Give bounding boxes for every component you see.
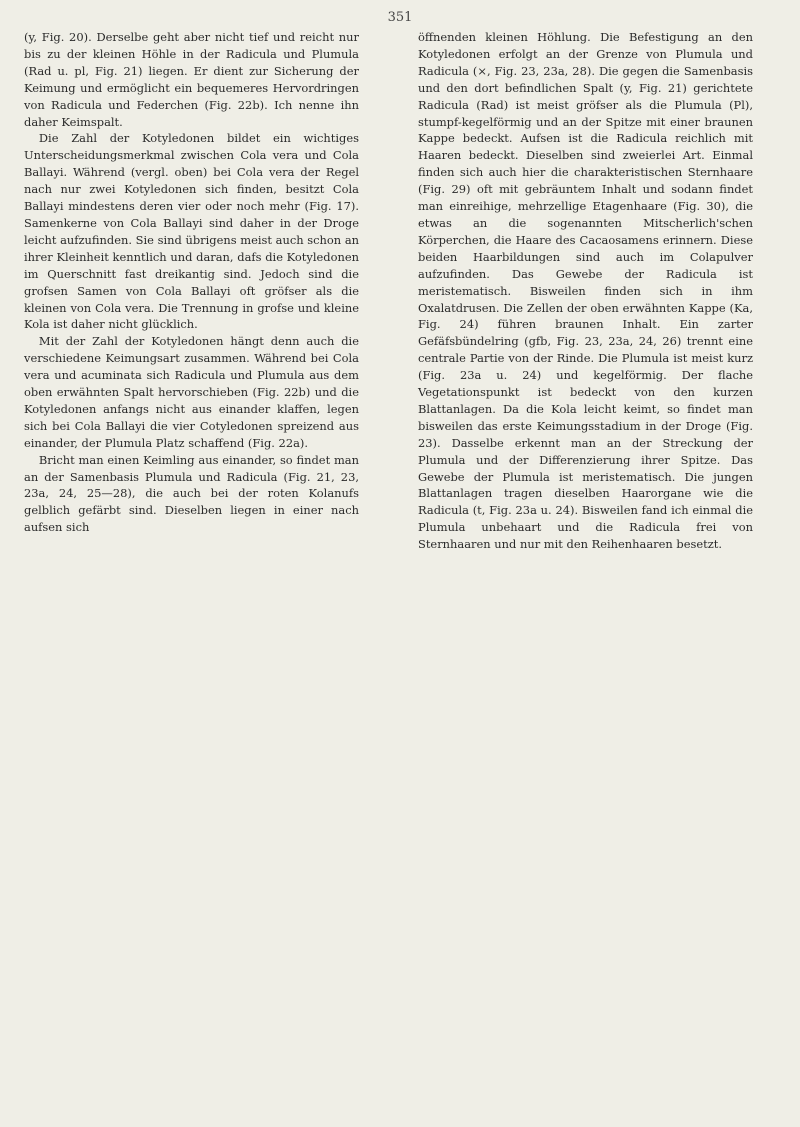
paragraph: Bricht man einen Keimling aus einander, so findet man an der Samenbasis Plumula und Radicula (Fig. 21, 23, 23a, 24, 25—28), die auch bei der roten Kolanufs gelblich gefärbt sind. Dieselben liegen in einer nach aufsen sich [24,452,359,535]
left-text-column [24,29,359,536]
paragraph: öffnenden kleinen Höhlung. Die Befestigung an den Kotyledonen erfolgt an der Grenze von Plumula und Radicula (×, Fig. 23, 23a, 28). Die gegen die Samenbasis und den dort befindlichen Spalt (y, Fig. 21) gerichtete Radicula (Rad) ist meist gröfser als die Plumula (Pl), stumpf-kegelförmig und an der Spitze mit einer braunen Kappe bedeckt. Aufsen ist die Radicula reichlich mit Haaren bedeckt. Dieselben sind zweierlei Art. Einmal finden sich auch hier die charakteristischen Sternhaare (Fig. 29) oft mit gebräuntem Inhalt und sodann findet man einreihige, mehrzellige Etagenhaare (Fig. 30), die etwas an die sogenannten Mitscherlich'schen Körperchen, die Haare des Cacaosamens erinnern. Diese beiden Haarbildungen sind auch im Colapulver aufzufinden. Das Gewebe der Radicula ist meristematisch. Bisweilen finden sich in ihm Oxalatdrusen. Die Zellen der oben erwähnten Kappe (Ka, Fig. 24) führen braunen Inhalt. Ein zarter Gefäfsbündelring (gfb, Fig. 23, 23a, 24, 26) trennt eine centrale Partie von der Rinde. Die Plumula ist meist kurz (Fig. 23a u. 24) und kegelförmig. Der flache Vegetationspunkt ist bedeckt von den kurzen Blattanlagen. Da die Kola leicht keimt, so findet man bisweilen das erste Keimungsstadium in der Droge (Fig. 23). Dasselbe erkennt man an der Streckung der Plumula und der Differenzierung ihrer Spitze. Das Gewebe der Plumula ist meristematisch. Die jungen Blattanlagen tragen dieselben Haarorgane wie die Radicula (t, Fig. 23a u. 24). Bisweilen fand ich einmal die Plumula unbehaart und die Radicula frei von Sternhaaren und nur mit den Reihenhaaren besetzt. [418,30,753,552]
page-number: 351 [387,10,413,25]
paragraph: (y, Fig. 20). Derselbe geht aber nicht tief und reicht nur bis zu der kleinen Höhle in der Radicula und Plumula (Rad u. pl, Fig. 21) liegen. Er dient zur Sicherung der Keimung und ermöglicht ein bequemeres Hervordringen von Radicula und Federchen (Fig. 22b). Ich nenne ihn daher Keimspalt. [24,30,359,129]
paragraph: Die Zahl der Kotyledonen bildet ein wichtiges Unterscheidungsmerkmal zwischen Cola vera und Cola Ballayi. Während (vergl. oben) bei Cola vera der Regel nach nur zwei Kotyledonen sich finden, besitzt Cola Ballayi mindestens deren vier oder noch mehr (Fig. 17). Samenkerne von Cola Ballayi sind daher in der Droge leicht aufzufinden. Sie sind übrigens meist auch schon an ihrer Kleinheit kenntlich und daran, dafs die Kotyledonen im Querschnitt fast dreikantig sind. Jedoch sind die grofsen Samen von Cola Ballayi oft gröfser als die kleinen von Cola vera. Die Trennung in grofse und kleine Kola ist daher nicht glücklich. [24,131,359,332]
paragraph: Mit der Zahl der Kotyledonen hängt denn auch die verschiedene Keimungsart zusammen. Während bei Cola vera und acuminata sich Radicula und Plumula aus dem oben erwähnten Spalt hervorschieben (Fig. 22b) und die Kotyledonen anfangs nicht aus einander klaffen, legen sich bei Cola Ballayi die vier Cotyledonen spreizend aus einander, der Plumula Platz schaffend (Fig. 22a). [24,334,359,450]
right-text-column [418,29,753,553]
